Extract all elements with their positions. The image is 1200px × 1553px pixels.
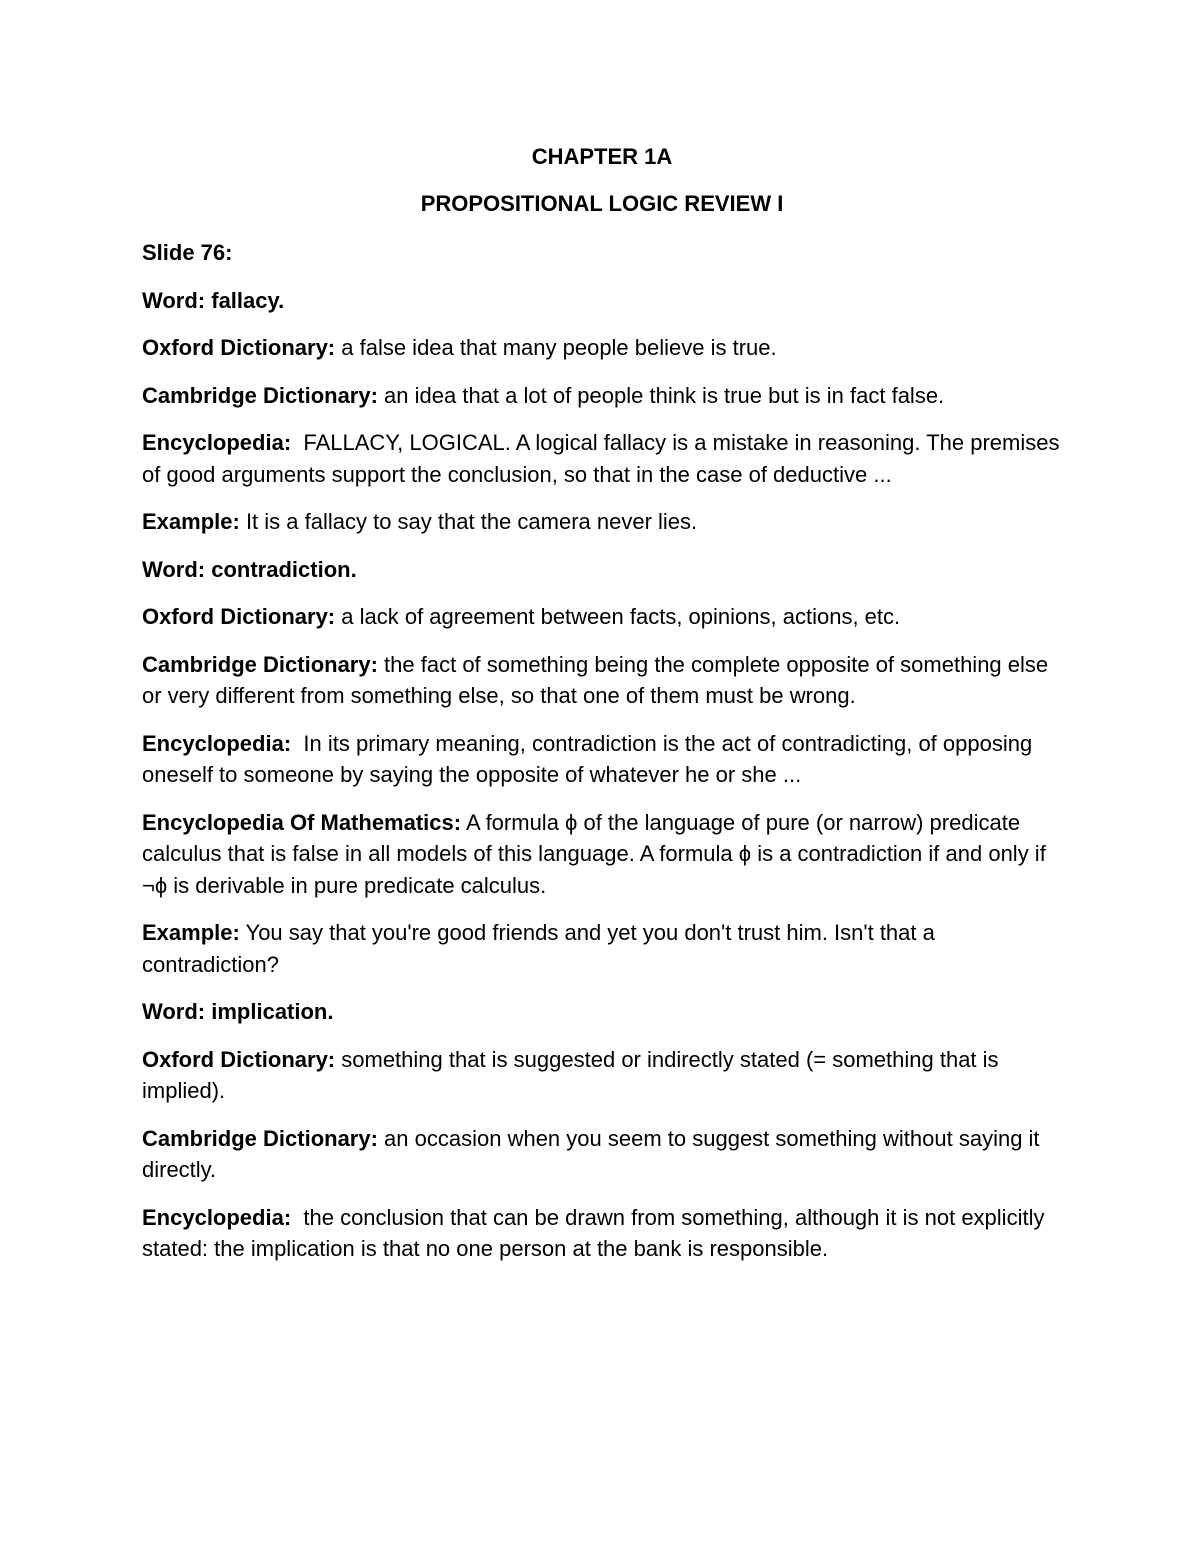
slide-label: Slide 76: (142, 240, 233, 265)
math-encyclopedia-label: Encyclopedia Of Mathematics: (142, 809, 462, 835)
word-heading-fallacy: Word: fallacy. (142, 287, 285, 313)
encyclopedia-definition-contradiction (142, 728, 1062, 791)
oxford-label: Oxford Dictionary: (142, 335, 336, 360)
cambridge-text: an idea that a lot of people think is true but is in fact false. (377, 382, 945, 408)
encyclopedia-definition-fallacy (142, 427, 1066, 490)
cambridge-text: an occasion when you seem to suggest something without saying it directly. (142, 1125, 1040, 1182)
chapter-title: CHAPTER 1A (531, 144, 673, 169)
oxford-label: Oxford Dictionary: (142, 1046, 336, 1072)
document-page (142, 142, 1066, 1281)
example-text: You say that you're good friends and yet you don't trust him. Isn't that a contradiction? (142, 920, 935, 977)
cambridge-label: Cambridge Dictionary: (142, 651, 378, 677)
oxford-definition-implication (142, 1044, 1062, 1107)
word-heading-implication: Word: implication. (142, 999, 334, 1024)
cambridge-definition-implication (142, 1123, 1062, 1186)
cambridge-definition-fallacy (142, 380, 1062, 412)
example-label: Example: (142, 920, 240, 945)
encyclopedia-text: FALLACY, LOGICAL. A logical fallacy is a mistake in reasoning. The premises of good arguments support the conclusion, so that in the case of deductive ... (142, 430, 1066, 487)
example-label: Example: (142, 509, 240, 534)
oxford-definition-contradiction (142, 601, 1062, 633)
cambridge-label: Cambridge Dictionary: (142, 1125, 378, 1151)
cambridge-text: the fact of something being the complete opposite of something else or very different from something else, so that one of them must be wrong. (142, 651, 1049, 708)
encyclopedia-label: Encyclopedia: (142, 1204, 292, 1230)
cambridge-definition-contradiction (142, 649, 1062, 712)
encyclopedia-label: Encyclopedia: (142, 730, 292, 756)
oxford-text: a lack of agreement between facts, opinions, actions, etc. (335, 604, 901, 629)
math-encyclopedia-text: A formula ϕ of the language of pure (or narrow) predicate calculus that is false in all models of this language. A formula ϕ is a contradiction if and only if ¬ϕ is derivable in pure predicate calculus. (142, 809, 1046, 898)
example-fallacy (142, 506, 1062, 538)
chapter-subtitle: PROPOSITIONAL LOGIC REVIEW I (420, 191, 784, 216)
example-contradiction (142, 917, 1062, 980)
cambridge-label: Cambridge Dictionary: (142, 382, 378, 408)
encyclopedia-label: Encyclopedia: (142, 430, 292, 455)
encyclopedia-text: the conclusion that can be drawn from something, although it is not explicitly stated: the implication is that no one person at the bank is responsible. (142, 1204, 1051, 1261)
oxford-text: a false idea that many people believe is true. (335, 335, 777, 360)
word-heading-contradiction: Word: contradiction. (142, 556, 357, 582)
encyclopedia-definition-implication (142, 1202, 1062, 1265)
oxford-text: something that is suggested or indirectly stated (= something that is implied). (142, 1046, 999, 1103)
example-text: It is a fallacy to say that the camera never lies. (239, 509, 698, 534)
oxford-label: Oxford Dictionary: (142, 604, 336, 629)
oxford-definition-fallacy (142, 332, 1062, 364)
math-encyclopedia-definition-contradiction (142, 807, 1062, 902)
encyclopedia-text: In its primary meaning, contradiction is the act of contradicting, of opposing oneself to someone by saying the opposite of whatever he or she ... (142, 730, 1039, 787)
